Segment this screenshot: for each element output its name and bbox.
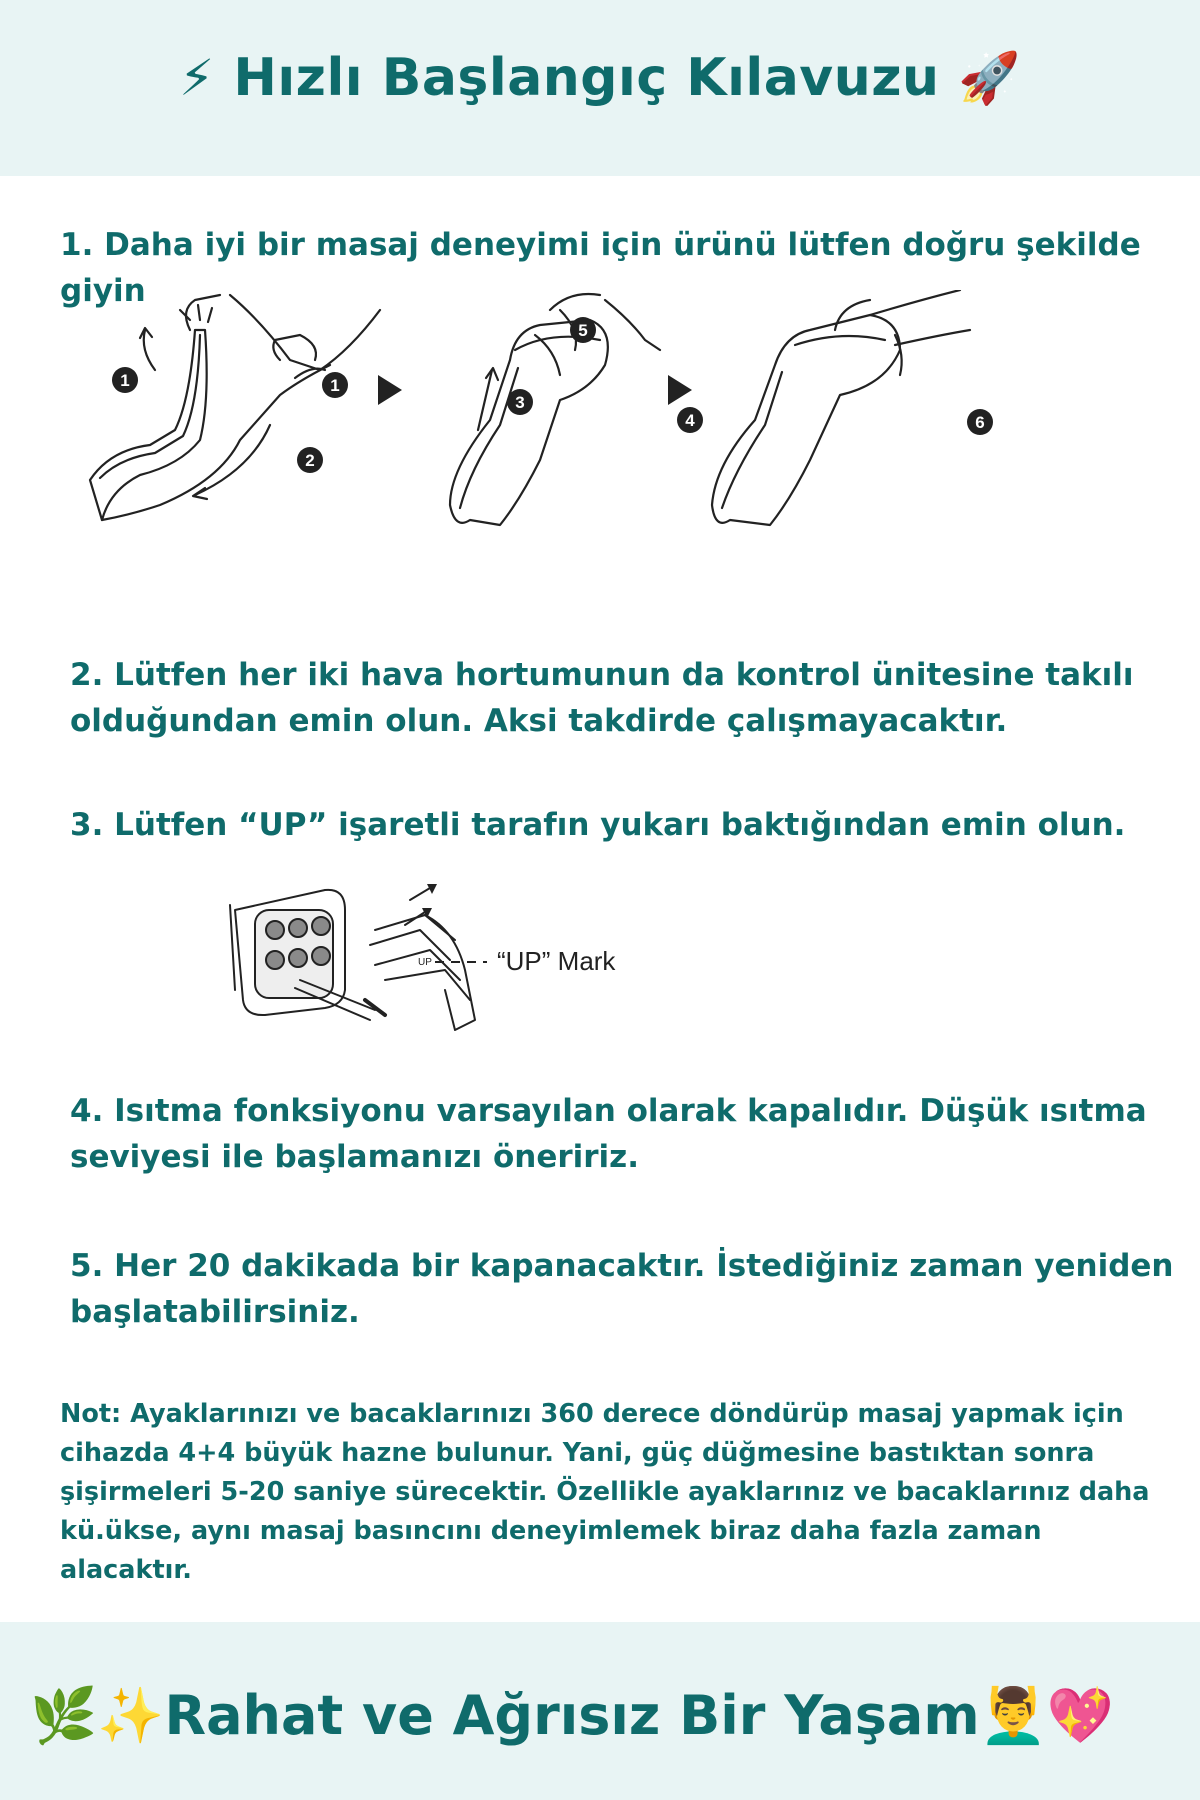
- step-4-text: 4. Isıtma fonksiyonu varsayılan olarak kapalıdır. Düşük ısıtma seviyesi ile başlamanızı öneririz.: [70, 1093, 1147, 1175]
- marker-3: 3: [515, 393, 525, 412]
- worn-sleeve-illustration: [712, 290, 970, 525]
- step-5-text: 5. Her 20 dakikada bir kapanacaktır. İstediğiniz zaman yeniden başlatabilirsiniz.: [70, 1248, 1174, 1330]
- arrow-up-left-icon: [144, 330, 155, 370]
- marker-6: 6: [975, 413, 985, 432]
- header-banner: [0, 0, 1200, 176]
- note-text: Not: Ayaklarınızı ve bacaklarınızı 360 derece döndürüp masaj yapmak için cihazda 4+4 büyük hazne bulunur. Yani, güç düğmesine bastıktan sonra şişirmeleri 5-20 saniye sürecektir. Özellikle ayaklarınız ve bacaklarınız daha kü.ükse, aynı masaj basıncını deneyimlemek biraz daha fazla zaman alacaktır.: [60, 1399, 1150, 1585]
- footer-slogan-text: Rahat ve Ağrısız Bir Yaşam: [164, 1684, 980, 1747]
- arrow-wrap-icon: [835, 300, 870, 330]
- step-3-text: 3. Lütfen “UP” işaretli tarafın yukarı baktığından emin olun.: [70, 807, 1126, 843]
- arrow-down-left-icon: [195, 425, 270, 495]
- open-sleeve-illustration: [90, 295, 380, 520]
- lightning-icon: ⚡: [179, 49, 215, 107]
- page-title: [0, 48, 1200, 108]
- step-2-text: 2. Lütfen her iki hava hortumunun da kontrol ünitesine takılı olduğundan emin olun. Aksi takdirde çalışmayacaktır.: [70, 657, 1134, 739]
- up-mark-label: “UP” Mark: [497, 946, 616, 976]
- next-step-arrow-icon: [668, 375, 692, 405]
- next-step-arrow-icon: [378, 375, 402, 405]
- marker-2: 2: [305, 451, 315, 470]
- marker-5: 5: [578, 321, 588, 340]
- footer-banner: [0, 1622, 1200, 1800]
- marker-4: 4: [685, 411, 695, 430]
- page-title-text: Hızlı Başlangıç Kılavuzu: [233, 48, 940, 108]
- step-1-text: 1. Daha iyi bir masaj deneyimi için ürünü lütfen doğru şekilde giyin: [60, 227, 1141, 309]
- wearing-instructions-diagram: [80, 290, 1020, 600]
- up-mark-diagram: [225, 870, 685, 1040]
- rocket-icon: 🚀: [958, 49, 1021, 107]
- massage-heart-icon: 💆‍♂️💖: [979, 1684, 1115, 1747]
- connector-up-text: UP: [418, 957, 432, 968]
- marker-1: 1: [120, 371, 130, 390]
- closing-sleeve-illustration: [450, 294, 660, 525]
- marker-1: 1: [330, 376, 340, 395]
- footer-slogan: [30, 1684, 1114, 1748]
- herb-sparkles-icon: 🌿✨: [30, 1684, 165, 1747]
